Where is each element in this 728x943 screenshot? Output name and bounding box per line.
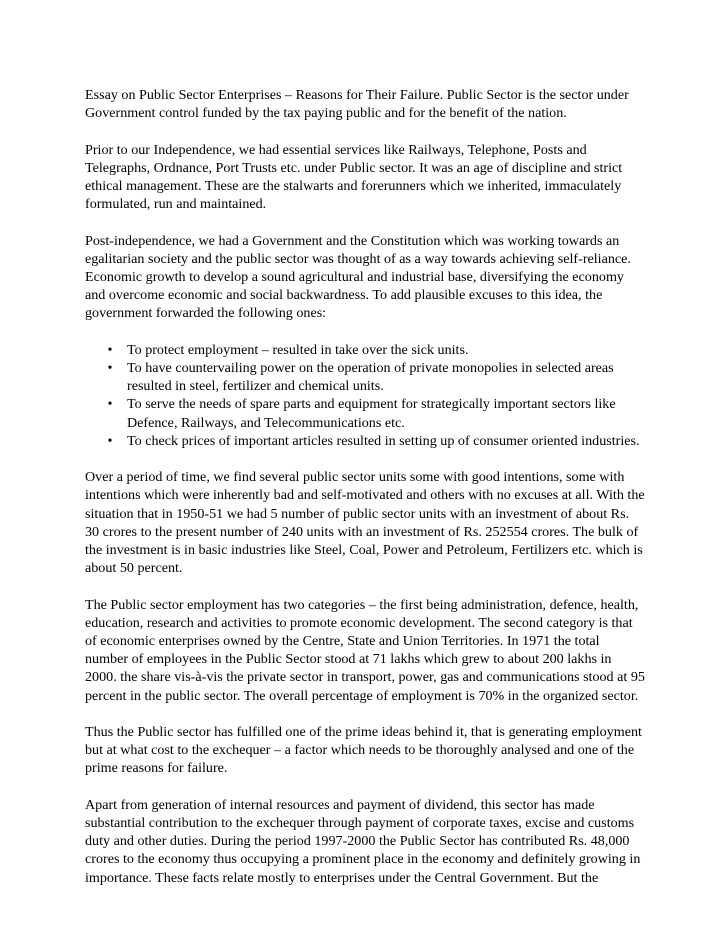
document-body — [85, 86, 645, 905]
list-item — [107, 359, 645, 395]
paragraph-post-independence: Post-independence, we had a Government and the Constitution which was working towards an egalitarian society and the public sector was thought of as a way towards achieving self-reliance. Economic growth to develop a sound agricultural and industrial base, diversifying the economy and overcome economic and social backwardness. To add plausible excuses to this idea, the government forwarded the following ones: — [85, 232, 631, 322]
paragraph-investment: Over a period of time, we find several public sector units some with good intentions, some with intentions which were inherently bad and self-motivated and others with no excuses at all. With the situation that in 1950-51 we had 5 number of public sector units with an investment of about Rs. 30 crores to the present number of 240 units with an investment of Rs. 252554 crores. The bulk of the investment is in basic industries like Steel, Coal, Power and Petroleum, Fertilizers etc. which is about 50 percent. — [85, 469, 645, 577]
paragraph-contribution: Apart from generation of internal resources and payment of dividend, this sector has made substantial contribution to the exchequer through payment of corporate taxes, excise and customs duty and other duties. During the period 1997-2000 the Public Sector has contributed Rs. 48,000 crores to the economy thus occupying a prominent place in the economy and definitely growing in importance. These facts relate mostly to enterprises under the Central Government. But the — [85, 796, 641, 886]
list-item-text: To protect employment – resulted in take over the sick units. — [127, 341, 469, 358]
list-item — [107, 395, 645, 431]
paragraph-employment: The Public sector employment has two categories – the first being administration, defence, health, education, research and activities to promote economic development. The second category is that of economic enterprises owned by the Centre, State and Union Territories. In 1971 the total number of employees in the Public Sector stood at 71 lakhs which grew to about 200 lakhs in 2000. the share vis-à-vis the private sector in transport, power, gas and communications stood at 95 percent in the public sector. The overall percentage of employment is 70% in the organized sector. — [85, 596, 645, 704]
bullet-icon: • — [107, 360, 113, 376]
list-item-text: To have countervailing power on the operation of private monopolies in selected areas resulted in steel, fertilizer and chemical units. — [127, 360, 614, 395]
list-item-text: To check prices of important articles resulted in setting up of consumer oriented industries. — [127, 432, 640, 449]
paragraph-intro: Essay on Public Sector Enterprises – Reasons for Their Failure. Public Sector is the sector under Government control funded by the tax paying public and for the benefit of the nation. — [85, 87, 629, 122]
bullet-icon: • — [107, 396, 113, 413]
list-item-text: To serve the needs of spare parts and equipment for strategically important sectors like Defence, Railways, and Telecommunications etc. — [127, 396, 616, 431]
paragraph-pre-independence: Prior to our Independence, we had essential services like Railways, Telephone, Posts and Telegraphs, Ordnance, Port Trusts etc. under Public sector. It was an age of discipline and strict ethical management. These are the stalwarts and forerunners which we inherited, immaculately formulated, run and maintained. — [85, 141, 623, 213]
bullet-icon: • — [107, 432, 113, 449]
list-item — [107, 341, 645, 359]
list-item — [107, 432, 645, 450]
paragraph-cost-to-exchequer: Thus the Public sector has fulfilled one of the prime ideas behind it, that is generating employment but at what cost to the exchequer – a factor which needs to be thoroughly analysed and one of the prime reasons for failure. — [85, 724, 642, 777]
bullet-icon: • — [107, 341, 113, 358]
reasons-bullet-list — [85, 341, 645, 450]
